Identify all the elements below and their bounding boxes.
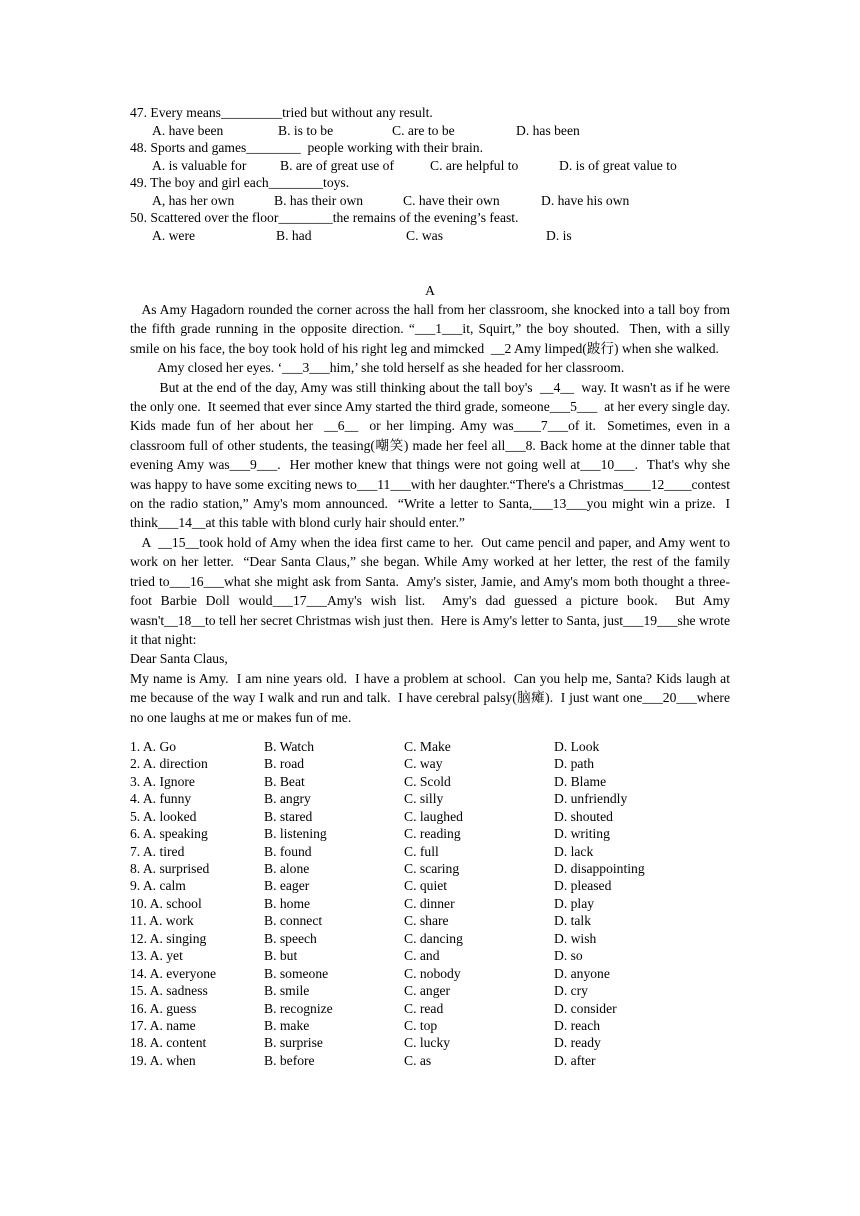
option-a: 17. A. name: [130, 1017, 196, 1033]
option-d: D. ready: [554, 1035, 601, 1051]
option-c: C. Scold: [404, 773, 451, 789]
option-d: D. disappointing: [554, 861, 645, 876]
option-c: C. way: [404, 756, 443, 772]
option-b: B. has their own: [274, 192, 364, 208]
option-b: B. listening: [264, 826, 327, 842]
option-d: D. pleased: [554, 878, 612, 894]
option-b: B. speech: [264, 930, 317, 946]
option-c: C. Make: [404, 738, 451, 754]
passage-paragraph-4: A __15__took hold of Amy when the idea first came to her. Out came pencil and paper, and Amy went to work on her letter. “Dear Santa Claus,” she began. While Amy worked at her letter, the rest of the family tried to___16___what she might ask from Santa. Amy's sister, Jamie, and Amy's mom both thought a three-foot Barbie Doll would___17___Amy's wish list. Amy's dad guessed a picture book. But Amy wasn't__18__to tell her secret Christmas wish just then. Here is Amy's letter to Santa, just___19___she wrote it that night:: [130, 534, 734, 647]
option-d: D. is of great value to: [559, 157, 677, 173]
option-d: D. play: [554, 895, 595, 911]
option-c: C. read: [404, 1000, 444, 1016]
option-d: D. cry: [554, 983, 588, 999]
option-d: D. talk: [554, 913, 591, 929]
answer-row: [130, 965, 730, 982]
option-c: C. full: [404, 843, 439, 859]
option-c: C. as: [404, 1052, 432, 1068]
option-b: B. are of great use of: [280, 157, 394, 173]
passage-paragraph-3: But at the end of the day, Amy was still thinking about the tall boy's __4__ way. It wasn't as if he were the only one. It seemed that ever since Amy started the third grade, someone___5___ at her every single day. Kids made fun of her about her __6__ or her limping. Amy was____7___of it. Sometimes, even in a classroom full of other students, the teasing(嘲笑) made her feel all___8. Back home at the dinner table that evening Amy was___9___. Her mother knew that things were not going well at___10___. That's why she was happy to have some exciting news to___11___with her daughter.“There's a Christmas____12____contest on the radio station,” Amy's mom announced. “Write a letter to Santa,___13___you might win a prize. I think___14__at this table with blond curly hair should enter.”: [130, 379, 734, 531]
option-d: D. anyone: [554, 965, 610, 981]
option-d: D. path: [554, 756, 595, 772]
option-b: B. Watch: [264, 738, 315, 754]
option-b: B. stared: [264, 808, 313, 824]
letter-salutation: Dear Santa Claus,: [130, 651, 228, 667]
answer-row: [130, 790, 730, 807]
option-c: C. and: [404, 948, 440, 964]
answer-row: [130, 982, 730, 999]
option-a: 9. A. calm: [130, 878, 186, 894]
option-b: B. but: [264, 948, 298, 964]
option-b: B. road: [264, 756, 305, 772]
option-b: B. had: [276, 227, 312, 243]
option-b: B. angry: [264, 791, 311, 807]
option-b: B. recognize: [264, 1000, 333, 1016]
question-stem: 48. Sports and games________ people working with their brain.: [130, 140, 484, 155]
option-d: D. has been: [516, 122, 580, 138]
option-c: C. are helpful to: [430, 157, 519, 173]
answer-row: [130, 1000, 730, 1017]
option-c: C. top: [404, 1017, 438, 1033]
answer-row: [130, 1034, 730, 1051]
option-a: 15. A. sadness: [130, 983, 208, 999]
option-c: C. anger: [404, 983, 451, 999]
answer-row: [130, 843, 730, 860]
option-d: D. Look: [554, 738, 600, 754]
document-page: [130, 104, 734, 1069]
answer-row: [130, 1052, 730, 1069]
answer-row: [130, 860, 730, 877]
answer-row: [130, 825, 730, 842]
option-b: B. before: [264, 1052, 315, 1068]
option-a: A. is valuable for: [152, 157, 247, 173]
option-c: C. was: [406, 227, 444, 243]
option-a: A. were: [152, 227, 196, 243]
option-a: 18. A. content: [130, 1035, 207, 1051]
question-options: [130, 227, 730, 245]
option-c: C. are to be: [392, 122, 455, 138]
question-48: [130, 139, 730, 174]
option-b: B. connect: [264, 913, 323, 929]
option-a: A, has her own: [152, 192, 235, 208]
answer-row: [130, 895, 730, 912]
answer-row: [130, 738, 730, 755]
option-d: D. Blame: [554, 773, 607, 789]
option-b: B. found: [264, 843, 312, 859]
option-d: D. lack: [554, 843, 594, 859]
option-d: D. shouted: [554, 808, 613, 824]
option-a: 6. A. speaking: [130, 826, 208, 842]
option-d: D. have his own: [541, 192, 630, 208]
question-options: [130, 122, 730, 140]
answer-row: [130, 877, 730, 894]
question-options: [130, 192, 730, 210]
option-a: A. have been: [152, 122, 224, 138]
answer-row: [130, 947, 730, 964]
option-b: B. home: [264, 895, 311, 911]
answer-options-list: [130, 738, 730, 1069]
option-c: C. lucky: [404, 1035, 451, 1051]
option-d: D. unfriendly: [554, 791, 628, 807]
option-b: B. someone: [264, 965, 329, 981]
option-c: C. dinner: [404, 895, 455, 911]
option-a: 13. A. yet: [130, 948, 183, 964]
option-a: 7. A. tired: [130, 843, 185, 859]
answer-row: [130, 808, 730, 825]
option-b: B. surprise: [264, 1035, 323, 1051]
option-a: 3. A. Ignore: [130, 773, 195, 789]
option-b: B. smile: [264, 983, 310, 999]
option-a: 1. A. Go: [130, 738, 177, 754]
answer-row: [130, 1017, 730, 1034]
option-c: C. dancing: [404, 930, 463, 946]
option-c: C. quiet: [404, 878, 448, 894]
passage-title: A: [425, 283, 435, 298]
question-47: [130, 104, 730, 139]
letter-body: My name is Amy. I am nine years old. I have a problem at school. Can you help me, Santa? Kids laugh at me because of the way I walk and run and talk. I have cerebral palsy(脑瘫). I just want one___20___where no one laughs at me or makes fun of me.: [130, 670, 734, 725]
option-c: C. silly: [404, 791, 444, 807]
option-d: D. so: [554, 948, 583, 964]
answer-row: [130, 912, 730, 929]
option-a: 11. A. work: [130, 913, 194, 929]
option-d: D. wish: [554, 930, 597, 946]
option-a: 12. A. singing: [130, 930, 207, 946]
option-b: B. Beat: [264, 773, 305, 789]
reading-passage: [130, 281, 734, 727]
option-c: C. laughed: [404, 808, 463, 824]
option-d: D. writing: [554, 826, 610, 842]
option-d: D. is: [546, 227, 572, 243]
option-b: B. alone: [264, 861, 310, 876]
question-options: [130, 157, 730, 175]
option-a: 10. A. school: [130, 895, 202, 911]
option-a: 14. A. everyone: [130, 965, 217, 981]
option-d: D. after: [554, 1052, 596, 1068]
answer-row: [130, 930, 730, 947]
option-a: 8. A. surprised: [130, 861, 210, 876]
answer-row: [130, 755, 730, 772]
question-49: [130, 174, 730, 209]
option-a: 16. A. guess: [130, 1000, 197, 1016]
option-c: C. nobody: [404, 965, 461, 981]
option-a: 19. A. when: [130, 1052, 196, 1068]
option-c: C. have their own: [403, 192, 500, 208]
option-d: D. reach: [554, 1017, 601, 1033]
question-stem: 49. The boy and girl each________toys.: [130, 175, 350, 190]
option-b: B. make: [264, 1017, 310, 1033]
question-stem: 50. Scattered over the floor________the remains of the evening’s feast.: [130, 210, 519, 225]
option-c: C. share: [404, 913, 449, 929]
passage-paragraph-2: Amy closed her eyes. ‘___3___him,’ she told herself as she headed for her classroom.: [130, 360, 625, 376]
question-stem: 47. Every means_________tried but without any result.: [130, 105, 433, 120]
grammar-questions: [130, 104, 730, 244]
option-b: B. is to be: [278, 122, 334, 138]
passage-paragraph-1: As Amy Hagadorn rounded the corner across the hall from her classroom, she knocked into a tall boy from the fifth grade running in the opposite direction. “___1___it, Squirt,” the boy shouted. Then, with a silly smile on his face, the boy took hold of his right leg and mimcked __2 Amy limped(跛行) when she walked.: [130, 302, 734, 356]
option-d: D. consider: [554, 1000, 617, 1016]
option-c: C. scaring: [404, 861, 460, 876]
question-50: [130, 209, 730, 244]
answer-row: [130, 773, 730, 790]
option-a: 4. A. funny: [130, 791, 192, 807]
option-c: C. reading: [404, 826, 461, 842]
option-a: 5. A. looked: [130, 808, 197, 824]
option-a: 2. A. direction: [130, 756, 208, 772]
option-b: B. eager: [264, 878, 310, 894]
